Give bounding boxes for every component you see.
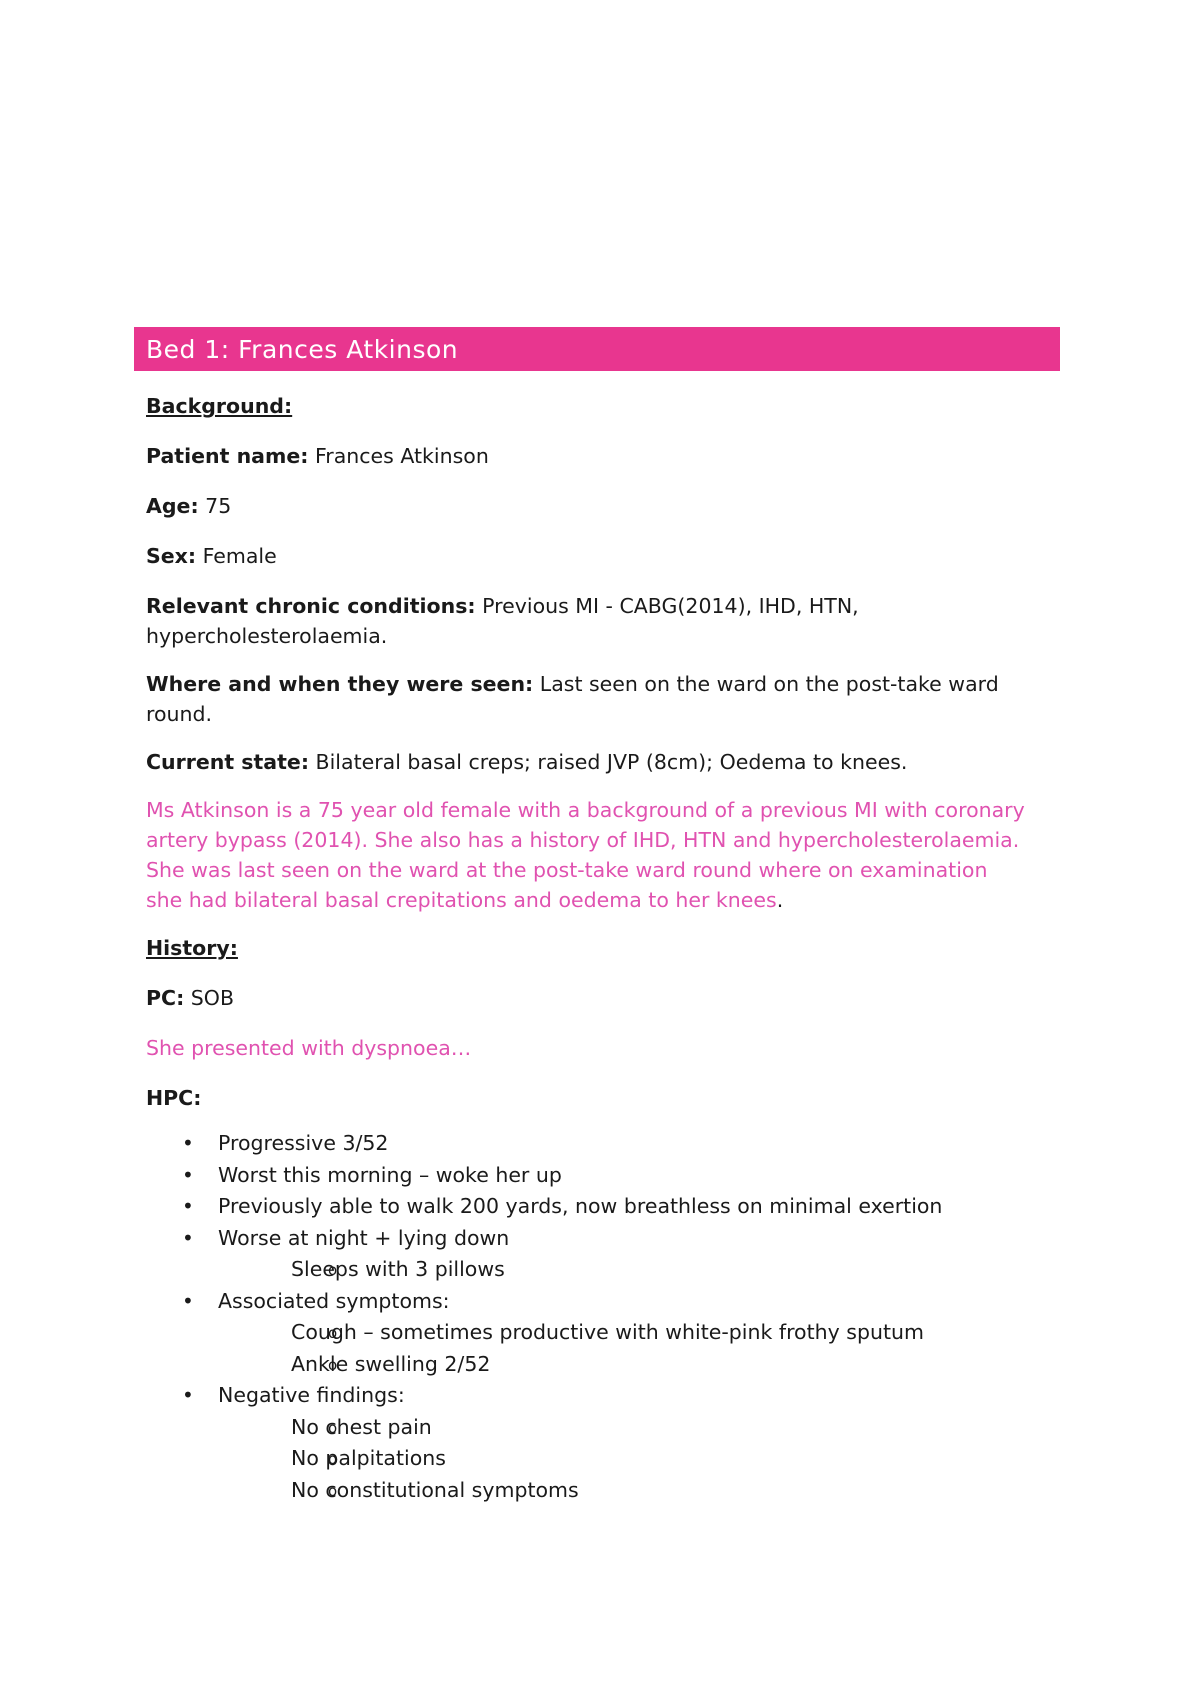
sub-list [218, 1254, 1072, 1286]
seen-line [146, 669, 1072, 729]
summary-line-3: She was last seen on the ward at the post-take ward round where on examination [146, 858, 988, 882]
list-item-text: Progressive 3/52 [218, 1131, 389, 1155]
chronic-conditions-line [146, 591, 1072, 651]
list-item [146, 1286, 1072, 1381]
summary-line-2: artery bypass (2014). She also has a history of IHD, HTN and hypercholesterolaemia. [146, 828, 1020, 852]
summary-paragraph [146, 795, 1072, 915]
sub-list-item-text: Cough – sometimes productive with white-pink frothy sputum [291, 1320, 924, 1344]
chronic-conditions-value-1: Previous MI - CABG(2014), IHD, HTN, [475, 594, 859, 618]
sub-list-item [218, 1412, 1072, 1444]
pc-label: PC: [146, 986, 185, 1010]
list-item [146, 1191, 1072, 1223]
sub-list-item [218, 1475, 1072, 1507]
sub-list-item-text: Sleeps with 3 pillows [291, 1257, 505, 1281]
patient-name-label: Patient name: [146, 444, 309, 468]
current-state-label: Current state: [146, 750, 310, 774]
patient-name-line [146, 441, 1072, 471]
sub-list-item-text: No constitutional symptoms [291, 1477, 579, 1502]
list-item-text: Worst this morning – woke her up [218, 1162, 562, 1187]
sex-label: Sex: [146, 544, 197, 568]
hpc-list [146, 1128, 1072, 1506]
list-item [146, 1223, 1072, 1286]
pc-line [146, 983, 1072, 1013]
age-line [146, 491, 1072, 521]
sub-list-item [218, 1317, 1072, 1349]
list-item-text: Worse at night + lying down [218, 1225, 510, 1250]
background-heading: Background: [146, 394, 293, 418]
sex-line [146, 541, 1072, 571]
sub-list-item-text: Ankle swelling 2/52 [291, 1351, 491, 1376]
sub-list [218, 1317, 1072, 1380]
pc-note: She presented with dyspnoea… [146, 1036, 472, 1060]
list-item-text: Associated symptoms: [218, 1288, 450, 1313]
bed-header-bar [134, 327, 1060, 371]
summary-line-1: Ms Atkinson is a 75 year old female with a background of a previous MI with coronary [146, 798, 1025, 822]
sex-value: Female [196, 544, 277, 568]
document-page [146, 327, 1072, 1506]
seen-value-1: Last seen on the ward on the post-take ward [533, 672, 999, 696]
summary-end-period: . [776, 888, 784, 912]
chronic-conditions-label: Relevant chronic conditions: [146, 594, 476, 618]
list-item-text: Previously able to walk 200 yards, now breathless on minimal exertion [218, 1194, 943, 1218]
seen-label: Where and when they were seen: [146, 672, 534, 696]
sub-list-item-text: No palpitations [291, 1446, 446, 1470]
age-label: Age: [146, 494, 199, 518]
chronic-conditions-value-2: hypercholesterolaemia. [146, 624, 388, 648]
bed-header-title: Bed 1: Frances Atkinson [146, 334, 459, 364]
sub-list-item [218, 1349, 1072, 1381]
current-state-value: Bilateral basal creps; raised JVP (8cm); Oedema to knees. [309, 750, 908, 774]
hpc-label: HPC: [146, 1086, 202, 1110]
sub-list [218, 1412, 1072, 1507]
list-item [146, 1128, 1072, 1160]
list-item-text: Negative findings: [218, 1383, 405, 1407]
patient-name-value: Frances Atkinson [308, 444, 489, 468]
list-item [146, 1160, 1072, 1192]
history-heading: History: [146, 936, 238, 960]
seen-value-2: round. [146, 702, 213, 726]
sub-list-item-text: No chest pain [291, 1414, 432, 1439]
list-item [146, 1380, 1072, 1506]
summary-line-4: she had bilateral basal crepitations and oedema to her knees [146, 888, 777, 912]
sub-list-item [218, 1443, 1072, 1475]
current-state-line [146, 747, 1072, 777]
pc-value: SOB [184, 986, 235, 1010]
sub-list-item [218, 1254, 1072, 1286]
age-value: 75 [198, 494, 232, 518]
